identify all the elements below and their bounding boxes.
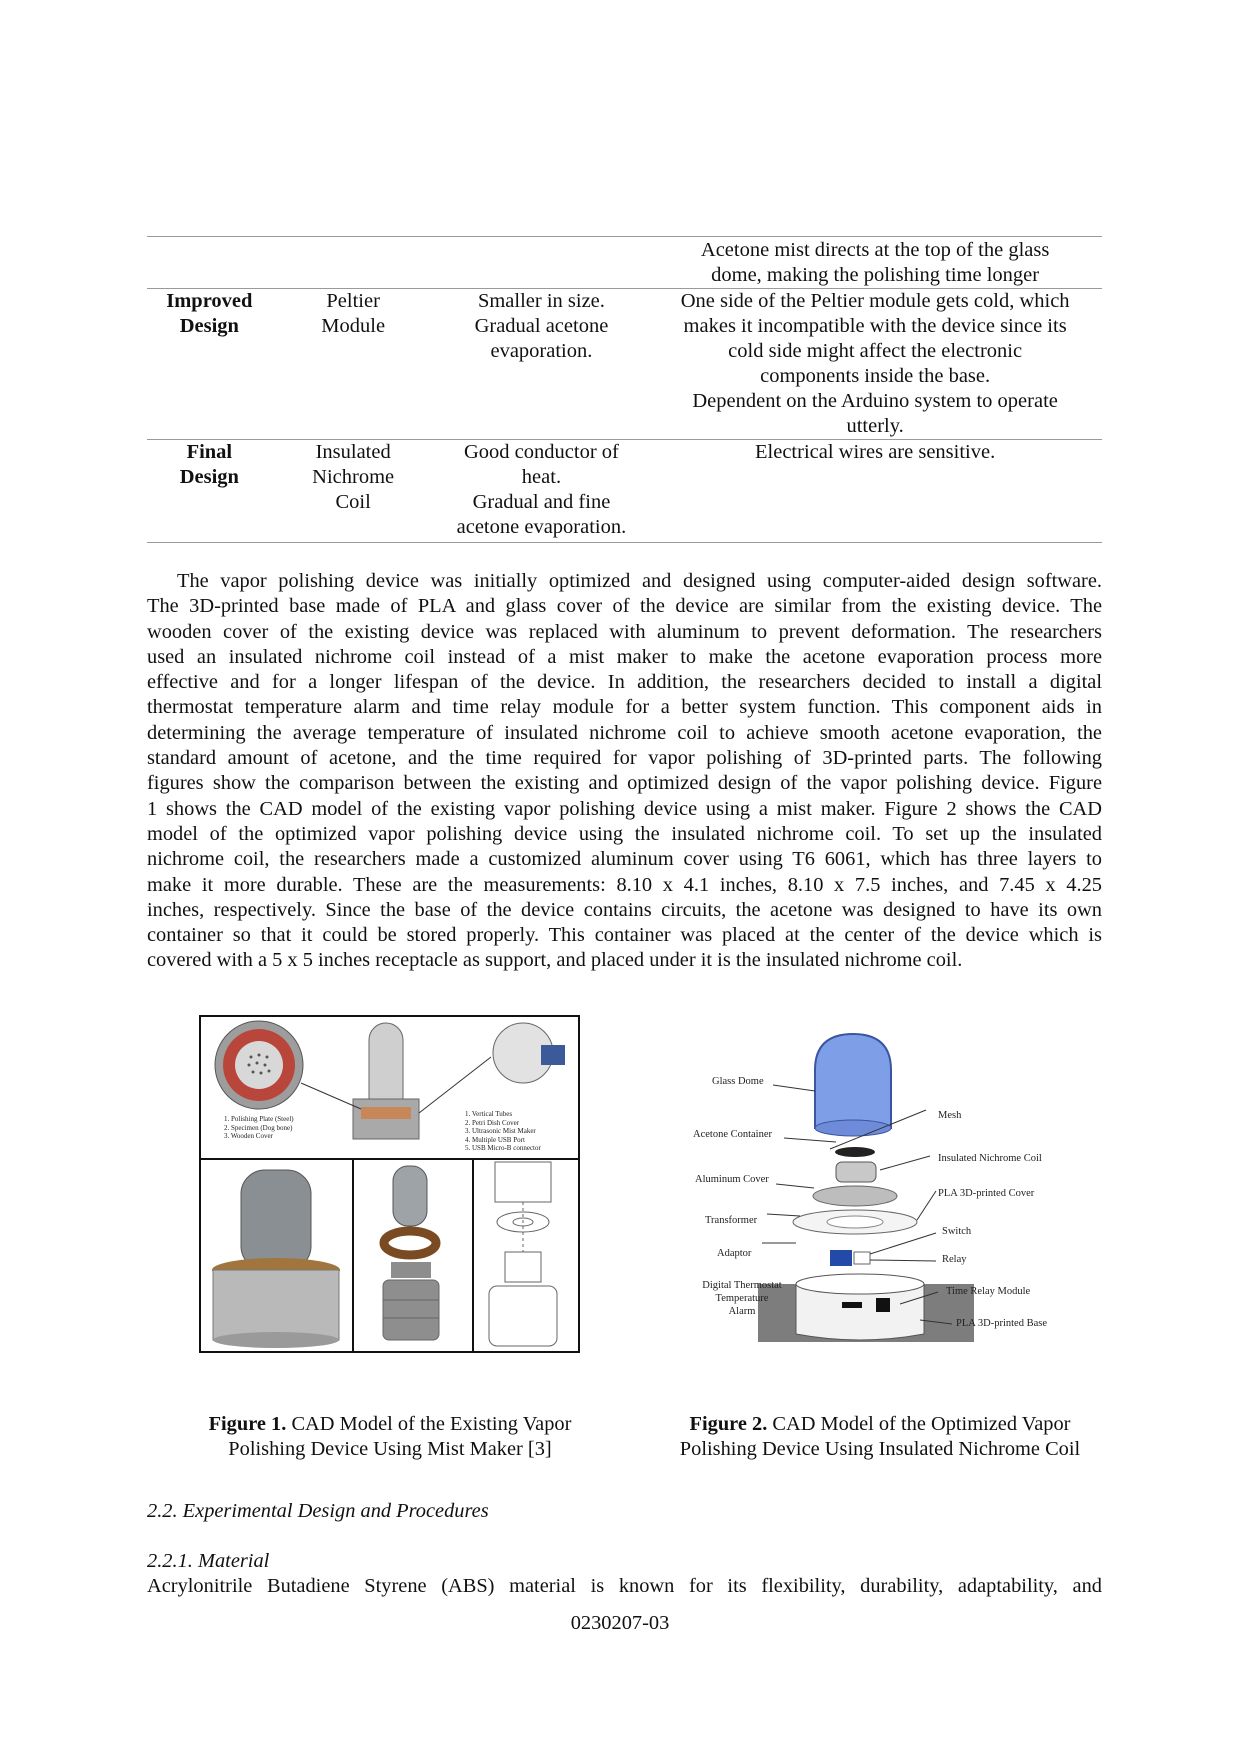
paragraph-line: make it more durable. These are the measurements: 8.10 x 4.1 inches, 8.10 x 7.5 inches, and 7.45 x 4.25 xyxy=(147,873,1102,896)
legend-list-left: 1. Polishing Plate (Steel) 2. Specimen (Dog bone) 3. Wooden Cover xyxy=(224,1115,294,1140)
label-mesh: Mesh xyxy=(938,1110,962,1121)
label-adaptor: Adaptor xyxy=(717,1248,752,1259)
paragraph-line: wooden cover of the existing device was replaced with aluminum to prevent deformation. The researchers xyxy=(147,620,1102,643)
comparison-table xyxy=(147,236,1102,543)
label-glass-dome: Glass Dome xyxy=(712,1076,764,1087)
paragraph-line: The vapor polishing device was initially optimized and designed using computer-aided design software. xyxy=(177,570,1102,592)
section-heading: 2.2. Experimental Design and Procedures xyxy=(147,1500,489,1522)
label-relay: Relay xyxy=(942,1254,967,1265)
figure-2-image xyxy=(690,1028,1100,1363)
subsection-heading: 2.2.1. Material xyxy=(147,1550,270,1572)
paragraph-line: The 3D-printed base made of PLA and glass cover of the device are similar from the existing device. The xyxy=(147,595,1102,618)
label-pla-cover: PLA 3D-printed Cover xyxy=(938,1188,1035,1199)
body-paragraph xyxy=(147,569,1102,974)
label-time-relay-module: Time Relay Module xyxy=(946,1286,1031,1297)
page-number: 0230207-03 xyxy=(570,1612,670,1634)
table-cell-disadvantages: Acetone mist directs at the top of the glass dome, making the polishing time longer xyxy=(700,239,1050,286)
table-cell-design: Improved Design xyxy=(147,289,272,440)
cad-renders-illustration xyxy=(201,1160,578,1351)
label-thermostat-alarm: Digital Thermostat Temperature Alarm xyxy=(702,1280,782,1317)
legend-list-right: 1. Vertical Tubes 2. Petri Dish Cover 3. Ultrasonic Mist Maker 4. Multiple USB Port 5. USB Micro-B connector xyxy=(465,1110,541,1152)
paragraph-line: thermostat temperature alarm and time relay module for a better system function. This component aids in xyxy=(147,696,1102,719)
table-cell-design: Final Design xyxy=(147,440,272,543)
paragraph-line: nichrome coil, the researchers made a customized aluminum cover using T6 6061, which has three layers to xyxy=(147,848,1102,871)
paragraph-line: used an insulated nichrome coil instead of a mist maker to make the acetone evaporation process more xyxy=(147,645,1102,668)
table-cell-component: Peltier Module xyxy=(272,289,435,440)
paragraph-line: standard amount of acetone, and the time required for vapor polishing of 3D-printed parts. The following xyxy=(147,747,1102,770)
figure-1-caption: Figure 1. CAD Model of the Existing Vapor Polishing Device Using Mist Maker [3] xyxy=(208,1413,572,1460)
paragraph-line: inches, respectively. Since the base of the device contains circuits, the acetone was designed to have its own xyxy=(147,898,1102,921)
label-aluminum-cover: Aluminum Cover xyxy=(695,1174,769,1185)
paragraph-line: container so that it could be stored properly. This container was placed at the center of the device which is xyxy=(147,924,1102,947)
table-cell-advantages: Good conductor of heat. Gradual and fine acetone evaporation. xyxy=(435,440,649,543)
figure-2-caption: Figure 2. CAD Model of the Optimized Vapor Polishing Device Using Insulated Nichrome Coil xyxy=(679,1413,1081,1460)
table-top-rule xyxy=(147,236,1102,237)
label-transformer: Transformer xyxy=(705,1215,758,1226)
table-cell-disadvantages: One side of the Peltier module gets cold, which makes it incompatible with the device since its cold side might affect the electronic components inside the base. Dependent on the Arduino system to operate utterly. xyxy=(648,289,1102,440)
table-cell-component: Insulated Nichrome Coil xyxy=(272,440,435,543)
table-row xyxy=(147,289,1102,440)
table-row xyxy=(147,236,1102,289)
table-row xyxy=(147,440,1102,543)
paragraph-line: covered with a 5 x 5 inches receptacle as support, and placed under it is the insulated nichrome coil. xyxy=(147,949,963,972)
figure-1-image xyxy=(199,1015,580,1353)
paragraph-line: figures show the comparison between the existing and optimized design of the vapor polishing device. Figure xyxy=(147,772,1102,795)
label-switch: Switch xyxy=(942,1226,972,1237)
paragraph-line: effective and for a longer lifespan of the device. In addition, the researchers decided to install a digital xyxy=(147,671,1102,694)
paragraph-line: 1 shows the CAD model of the existing vapor polishing device using a mist maker. Figure 2 shows the CAD xyxy=(147,797,1102,820)
table-cell-disadvantages: Electrical wires are sensitive. xyxy=(648,440,1102,543)
label-pla-base: PLA 3D-printed Base xyxy=(956,1318,1047,1329)
figure-1-top-panel xyxy=(201,1017,578,1160)
table-cell-advantages: Smaller in size. Gradual acetone evaporation. xyxy=(435,289,649,440)
paragraph-line: model of the optimized vapor polishing device using the insulated nichrome coil. To set up the insulated xyxy=(147,822,1102,845)
label-insulated-nichrome-coil: Insulated Nichrome Coil xyxy=(938,1153,1042,1164)
label-acetone-container: Acetone Container xyxy=(693,1129,773,1140)
paragraph-line: determining the average temperature of insulated nichrome coil to achieve smooth acetone evaporation, the xyxy=(147,721,1102,744)
body-text-line: Acrylonitrile Butadiene Styrene (ABS) material is known for its flexibility, durability, adaptability, and xyxy=(147,1575,1102,1597)
